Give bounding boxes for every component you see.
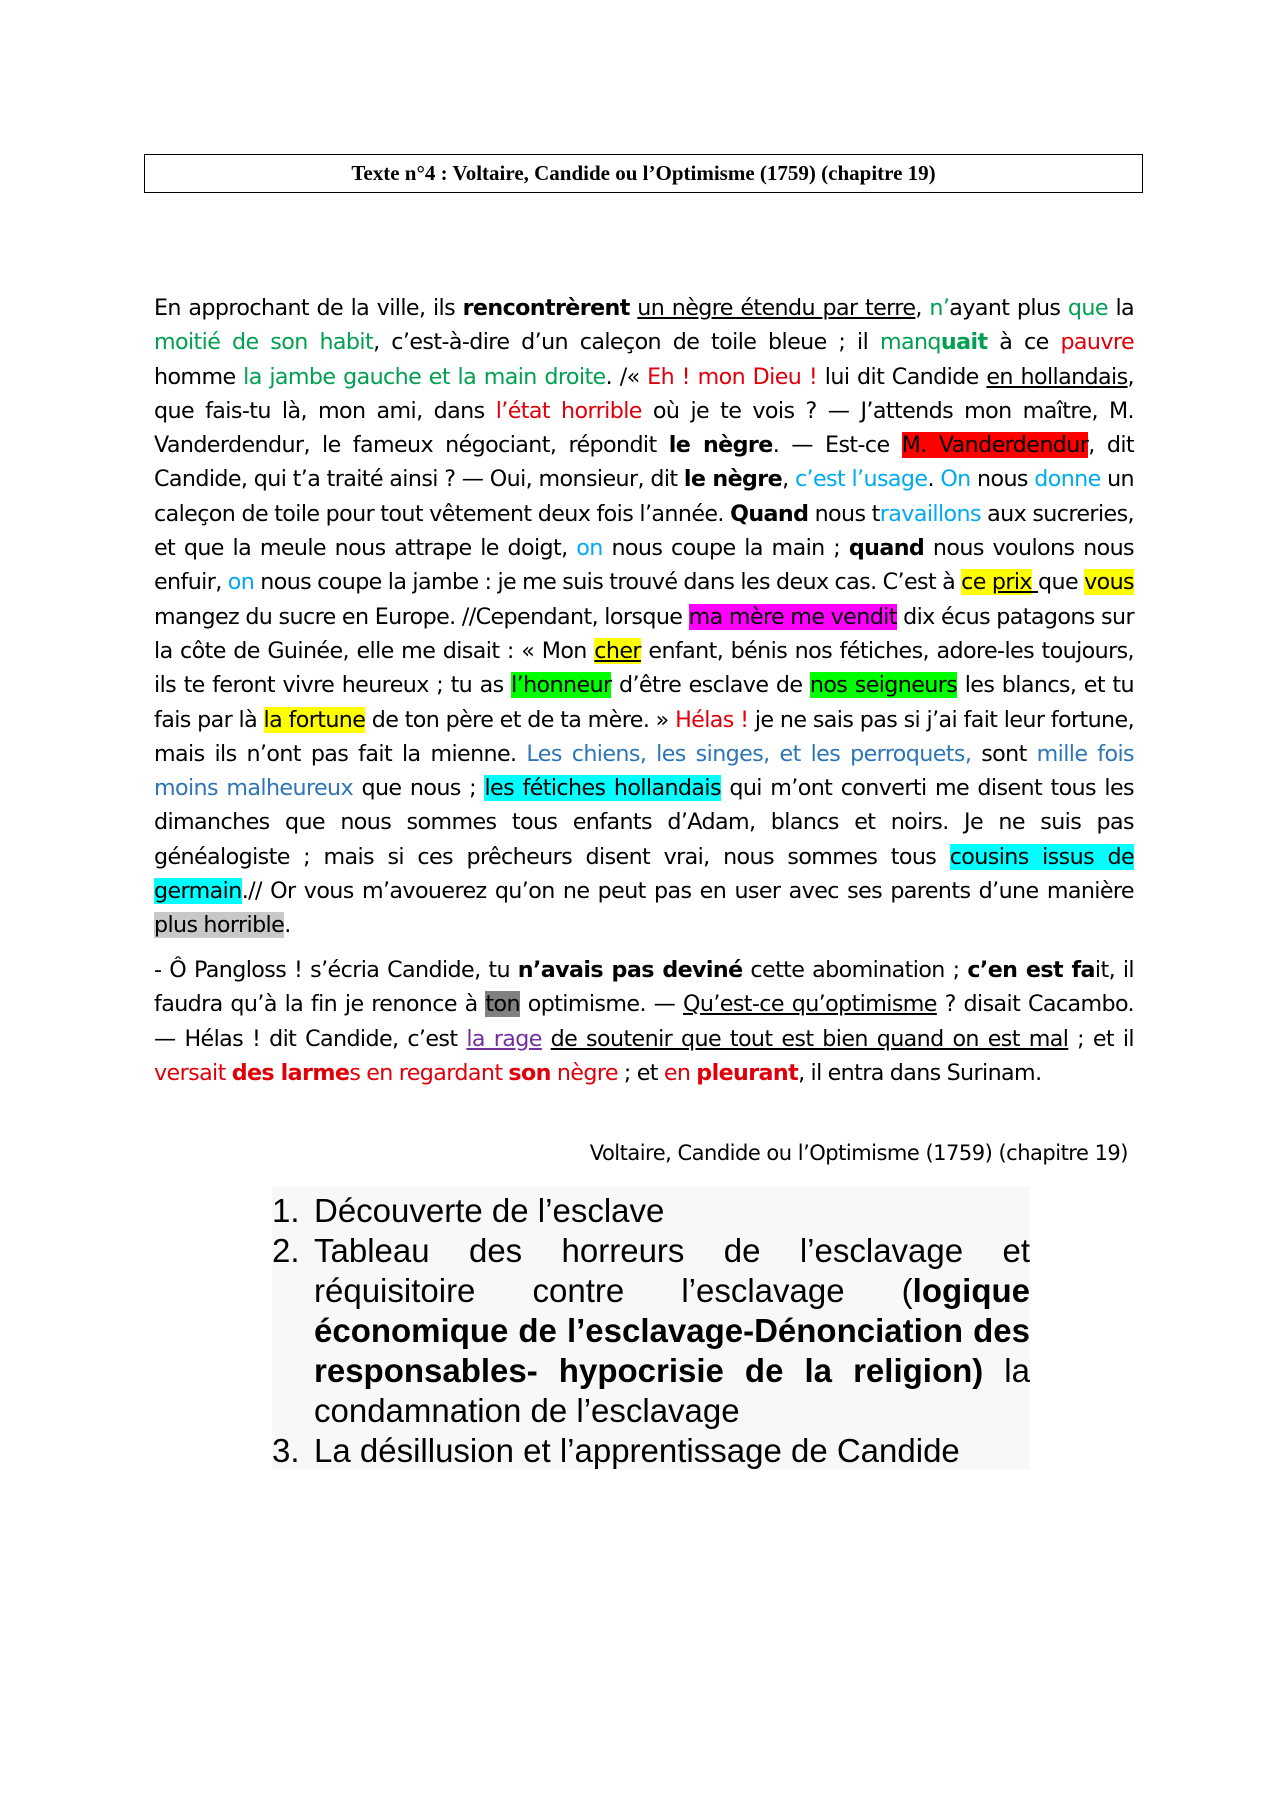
text-run: son [508, 1059, 551, 1086]
text-run: c’en est fa [967, 957, 1095, 983]
text-run [542, 1026, 551, 1052]
text-run: Les chiens, les singes, et les perroquets, [526, 740, 972, 767]
text-run: des larme [231, 1059, 350, 1086]
text-run: , [782, 466, 795, 493]
text-run: la fortune [263, 706, 366, 733]
excerpt-paragraph-1 [154, 291, 1134, 943]
text-run: cher [594, 637, 641, 664]
text-run: lui dit Candide [817, 363, 987, 390]
text-run: la [1107, 295, 1135, 321]
text-run: la condamnation de l’esclavage [314, 1352, 1030, 1429]
list-item [272, 1231, 1030, 1431]
text-run: plus horrible [154, 912, 285, 939]
plan-item-text: Découverte de l’esclave [314, 1192, 665, 1229]
list-item [272, 1431, 1030, 1471]
text-run: que [1067, 295, 1108, 321]
text-run: nous coupe la jambe : je me suis trouvé dans les deux cas. C’est à [254, 569, 962, 596]
text-run: uait [940, 329, 988, 356]
text-run: que [1038, 569, 1085, 596]
text-run: dix écus patagons sur la côte de Guinée, elle me disait : « Mon [154, 603, 1134, 664]
text-run: ayant plus [949, 295, 1068, 321]
title-box [144, 154, 1143, 193]
text-run: logique économique de l’esclavage-Dénonciation des responsables- hypocrisie de la religion) [314, 1272, 1030, 1389]
text-run: - Ô Pangloss ! s’écria Candide, tu [154, 957, 518, 983]
text-run: ce [961, 569, 992, 596]
list-number: 1. [272, 1192, 300, 1229]
text-run: d’être esclave de [611, 672, 810, 699]
text-run: nous t [808, 500, 880, 527]
text-run: Quand [730, 500, 809, 527]
text-run: en [663, 1059, 697, 1086]
text-run: la jambe gauche et la main droite [243, 363, 606, 390]
text-run: le nègre [683, 466, 783, 493]
text-run: ; et il [1068, 1025, 1134, 1052]
text-run: homme [154, 363, 244, 390]
text-run: optimisme. — [519, 991, 684, 1018]
list-number: 3. [272, 1432, 300, 1469]
plan-list [272, 1187, 1030, 1471]
text-run: mille fois moins malheureux [154, 740, 1135, 802]
text-run: Eh ! mon Dieu ! [647, 363, 818, 390]
text-run: de ton père et de ta mère. » [365, 706, 676, 733]
text-run: . /« [605, 363, 648, 390]
text-run: sont [971, 740, 1037, 767]
text-run: les blancs, et tu fais par là [154, 672, 1134, 733]
text-run: M. Vanderdendur [901, 432, 1089, 459]
text-run: n’avais pas deviné [517, 957, 743, 983]
plan-item-text: La désillusion et l’apprentissage de Candide [314, 1432, 960, 1469]
list-number: 2. [272, 1232, 300, 1269]
plan-item-text [314, 1231, 1030, 1431]
text-run: quand [848, 535, 925, 562]
text-run: manq [879, 329, 941, 356]
text-run: .// Or vous m’avouerez qu’on ne peut pas en user avec ses parents d’une manière [241, 878, 1134, 905]
text-run: . — Est-ce [772, 432, 902, 459]
text-run: ma mère me vendit [688, 603, 897, 630]
text-run: , c’est-à-dire d’un caleçon de toile bleue ; il [373, 329, 880, 356]
text-run: l’état horrible [495, 397, 642, 424]
text-run: Tableau des horreurs de l’esclavage et réquisitoire contre l’esclavage ( [314, 1232, 1030, 1309]
text-run: le nègre [668, 432, 773, 459]
text-run: Qu’est-ce qu’optimisme [683, 991, 937, 1018]
text-run: pleurant [696, 1059, 799, 1086]
text-run: ton [485, 991, 520, 1018]
text-run: mangez du sucre en Europe. //Cependant, lorsque [154, 603, 689, 630]
text-run: Hélas ! [675, 706, 749, 733]
text-run: vous [1084, 569, 1134, 596]
text-run: enfant, bénis nos fétiches, adore-les toujours, ils te feront vivre heureux ; tu as [154, 637, 1135, 699]
text-run: on [576, 535, 603, 562]
text-run: les fétiches hollandais [484, 775, 721, 802]
text-run: rencontrèrent [462, 295, 630, 321]
text-run: . [284, 912, 291, 939]
text-run: . [927, 466, 941, 493]
text-run: s en regardant [349, 1059, 509, 1086]
text-run: , il entra dans Surinam. [798, 1059, 1042, 1086]
text-run: , [915, 295, 930, 321]
text-run: de soutenir que tout est bien quand on est mal [550, 1025, 1069, 1052]
text-run: n’ [929, 295, 950, 321]
text-run: On [940, 466, 971, 493]
text-run: cette abomination ; [742, 957, 968, 983]
text-run: nègre [550, 1059, 618, 1086]
text-run: ; et [617, 1059, 664, 1086]
plan-box [272, 1187, 1030, 1469]
text-run: en hollandais [986, 363, 1128, 390]
text-run: qui m’ont converti me disent tous les dimanches que nous sommes tous enfants d’Adam, blancs et noirs. Je ne suis pas généalogiste ; mais si ces prêcheurs disent vrai, nous sommes tous [154, 775, 1134, 870]
text-run: versait [154, 1059, 232, 1086]
excerpt-paragraph-2 [154, 953, 1134, 1090]
text-run: c’est l’usage [794, 466, 928, 493]
text-run: que nous ; [353, 775, 485, 802]
text-run: l’honneur [511, 672, 612, 699]
text-run: cousins issus de germain [154, 843, 1134, 905]
text-run: it, il faudra qu’à la fin je renonce à [154, 957, 1135, 1018]
list-item [272, 1187, 1030, 1231]
text-run: la rage [466, 1025, 542, 1052]
text-run: En approchant de la ville, ils [154, 295, 463, 321]
text-run: nous [970, 466, 1035, 493]
text-run: aux sucreries, et que la meule nous attrape le doigt, [154, 500, 1134, 562]
text-run: moitié de son habit [154, 329, 374, 356]
source-citation: Voltaire, Candide ou l’Optimisme (1759) (chapitre 19) [589, 1141, 1128, 1165]
text-run: ? disait Cacambo. — Hélas ! dit Candide, c’est [154, 991, 1134, 1052]
text-run: un nègre étendu par terre [637, 295, 916, 321]
text-run: nos seigneurs [809, 672, 958, 699]
text-run: pauvre [1060, 329, 1134, 356]
text-run: prix [991, 569, 1032, 596]
text-run: nous voulons nous enfuir, [154, 535, 1134, 596]
text-run: je ne sais pas si j’ai fait leur fortune, mais ils n’ont pas fait la mienne. [154, 706, 1135, 767]
text-run: on [227, 569, 255, 596]
text-run: , que fais-tu là, mon ami, dans [154, 363, 1134, 424]
text-run: à ce [987, 329, 1061, 356]
document-title: Texte n°4 : Voltaire, Candide ou l’Optimisme (1759) (chapitre 19) [351, 161, 936, 185]
text-run: où je te vois ? — J’attends mon maître, M. Vanderdendur, le fameux négociant, répondit [154, 397, 1134, 459]
text-run: , dit Candide, qui t’a traité ainsi ? — Oui, monsieur, dit [154, 432, 1134, 493]
text-run: un caleçon de toile pour tout vêtement deux fois l’année. [154, 466, 1135, 527]
text-run: donne [1034, 466, 1101, 493]
text-run: nous coupe la main ; [602, 535, 849, 562]
text-run: ravaillons [879, 500, 981, 527]
